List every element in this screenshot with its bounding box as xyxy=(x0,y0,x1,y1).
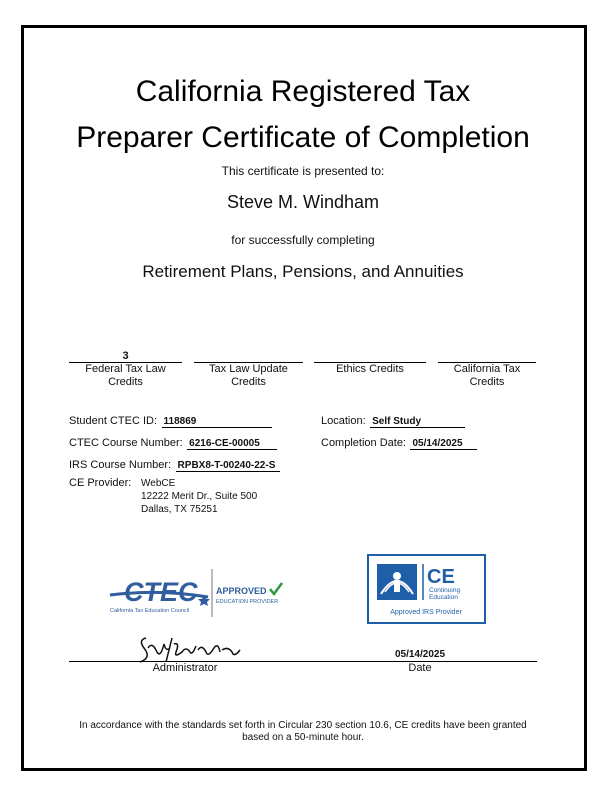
continuing-text: Continuing xyxy=(429,587,461,594)
credit-label: Tax Law Update xyxy=(209,363,288,375)
signature-date-value: 05/14/2025 xyxy=(394,649,446,660)
ce-mark: CE xyxy=(427,566,455,588)
ethics-credits xyxy=(314,362,426,376)
credit-label: Credits xyxy=(231,376,266,388)
certificate-title-line-2: Preparer Certificate of Completion xyxy=(76,121,530,154)
irs-course-number-row xyxy=(69,455,280,473)
credit-label: California Tax xyxy=(453,363,521,375)
ce-provider-label: CE Provider: xyxy=(69,477,132,489)
completion-date-row xyxy=(321,433,477,451)
ce-provider-block xyxy=(141,477,257,516)
approved-irs-provider-text: Approved IRS Provider xyxy=(390,609,462,616)
footer-line-1: In accordance with the standards set forth in Circular 230 section 10.6, CE credits have been granted xyxy=(79,720,527,731)
tax-law-update-credits xyxy=(194,362,303,389)
course-title: Retirement Plans, Pensions, and Annuities xyxy=(142,262,464,281)
checkmark-icon xyxy=(270,583,282,594)
federal-tax-credits xyxy=(69,362,182,389)
ctec-course-number-label: CTEC Course Number: xyxy=(69,437,183,449)
federal-tax-credits-value: 3 xyxy=(122,350,129,362)
location-row xyxy=(321,411,465,429)
presented-to-text: This certificate is presented to: xyxy=(221,164,385,178)
irs-eagle-icon xyxy=(377,564,417,600)
provider-address-2: Dallas, TX 75251 xyxy=(141,504,218,515)
ctec-course-number-value: 6216-CE-00005 xyxy=(187,438,277,450)
completion-date-label: Completion Date: xyxy=(321,437,406,449)
ctec-subtitle: California Tax Education Council xyxy=(110,608,190,614)
date-label: Date xyxy=(408,662,432,674)
student-ctec-id-value: 118869 xyxy=(162,416,272,428)
footer-disclaimer xyxy=(30,720,576,744)
completing-text: for successfully completing xyxy=(231,233,375,247)
student-ctec-id-label: Student CTEC ID: xyxy=(69,415,158,427)
provider-name: WebCE xyxy=(141,478,176,489)
california-tax-credits xyxy=(438,362,536,389)
recipient-name: Steve M. Windham xyxy=(226,192,380,212)
location-value: Self Study xyxy=(370,416,465,428)
ctec-course-number-row xyxy=(69,433,277,451)
provider-address-1: 12222 Merit Dr., Suite 500 xyxy=(141,491,258,502)
credit-label: Federal Tax Law xyxy=(85,363,166,375)
credit-label: Credits xyxy=(108,376,143,388)
footer-line-2: based on a 50-minute hour. xyxy=(242,732,364,743)
irs-course-number-value: RPBX8-T-00240-22-S xyxy=(176,460,280,472)
certificate-title-line-1: California Registered Tax xyxy=(135,75,471,108)
administrator-label: Administrator xyxy=(152,662,218,674)
location-label: Location: xyxy=(321,415,366,427)
education-text: Education xyxy=(429,594,458,601)
education-provider-text: EDUCATION PROVIDER xyxy=(216,599,279,605)
completion-date-value: 05/14/2025 xyxy=(410,438,477,450)
irs-course-number-label: IRS Course Number: xyxy=(69,459,172,471)
ctec-mark: CTEC xyxy=(124,577,198,607)
credit-label: Ethics Credits xyxy=(336,363,404,375)
student-ctec-id-row xyxy=(69,411,272,429)
irs-approved-provider-logo xyxy=(367,554,486,624)
approved-text: APPROVED xyxy=(216,586,267,596)
ctec-approved-logo xyxy=(108,567,288,621)
credit-label: Credits xyxy=(469,376,505,388)
